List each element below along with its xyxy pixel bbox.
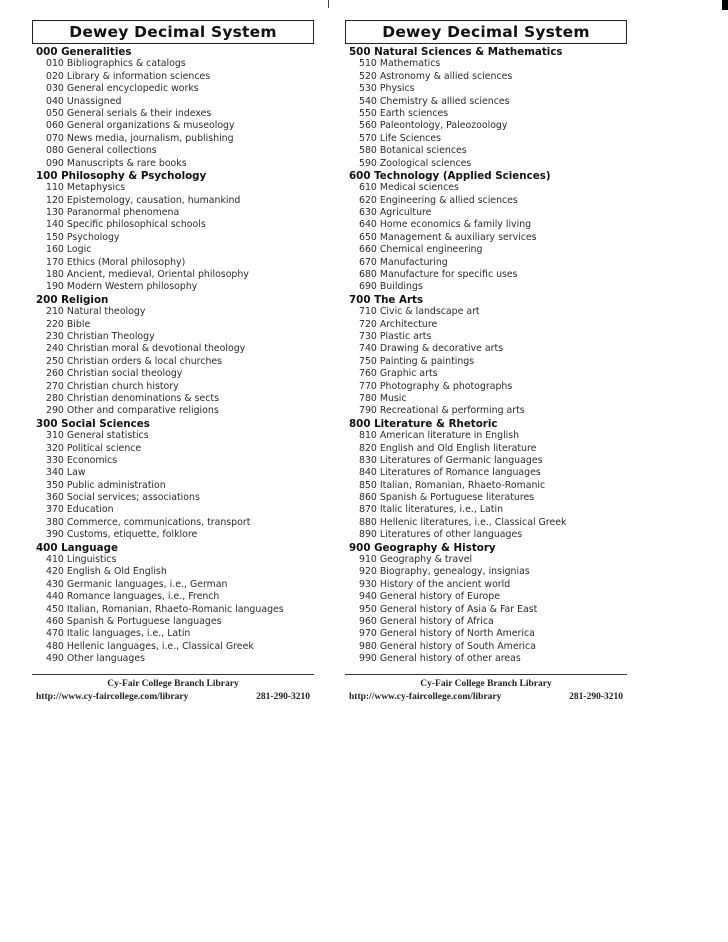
- class-entry: 590 Zoological sciences: [359, 157, 472, 169]
- class-entry: 280 Christian denominations & sects: [46, 392, 219, 404]
- class-entry: 190 Modern Western philosophy: [46, 281, 198, 293]
- class-entry: 210 Natural theology: [46, 306, 146, 318]
- class-entry: 610 Medical sciences: [359, 182, 459, 194]
- class-entry: 880 Hellenic literatures, i.e., Classical Greek: [359, 516, 567, 528]
- class-entry: 950 General history of Asia & Far East: [359, 603, 538, 615]
- class-entry: 310 General statistics: [46, 430, 149, 442]
- class-entry: 940 General history of Europe: [359, 591, 501, 603]
- class-entry: 850 Italian, Romanian, Rhaeto-Romanic: [359, 479, 546, 491]
- class-entry: 140 Specific philosophical schools: [46, 219, 206, 231]
- section-heading: 000 Generalities: [36, 46, 132, 58]
- class-entry: 980 General history of South America: [359, 640, 536, 652]
- class-entry: 430 Germanic languages, i.e., German: [46, 578, 228, 590]
- class-entry: 270 Christian church history: [46, 380, 179, 392]
- library-name: Cy-Fair College Branch Library: [107, 678, 239, 689]
- dewey-card-left: [32, 20, 314, 710]
- section-heading: 800 Literature & Rhetoric: [349, 417, 498, 430]
- section-heading: 100 Philosophy & Psychology: [36, 169, 207, 182]
- class-entry: 020 Library & information sciences: [46, 70, 211, 82]
- class-entry: 360 Social services; associations: [46, 492, 200, 504]
- class-entry: 160 Logic: [46, 244, 92, 256]
- section-heading: 500 Natural Sciences & Mathematics: [349, 46, 563, 58]
- class-entry: 480 Hellenic languages, i.e., Classical Greek: [46, 640, 254, 652]
- class-entry: 660 Chemical engineering: [359, 244, 483, 256]
- class-entry: 620 Engineering & allied sciences: [359, 194, 518, 206]
- class-entry: 380 Commerce, communications, transport: [46, 516, 251, 528]
- section-heading: 400 Language: [36, 541, 118, 554]
- class-entry: 730 Plastic arts: [359, 330, 432, 342]
- class-entry: 520 Astronomy & allied sciences: [359, 70, 513, 82]
- class-entry: 260 Christian social theology: [46, 368, 183, 380]
- class-entry: 080 General collections: [46, 145, 157, 157]
- section-heading: 300 Social Sciences: [36, 417, 150, 430]
- class-entry: 220 Bible: [46, 318, 91, 330]
- class-entry: 320 Political science: [46, 442, 142, 454]
- contact-line: [32, 690, 314, 704]
- class-entry: 860 Spanish & Portuguese literatures: [359, 492, 535, 504]
- library-name: Cy-Fair College Branch Library: [420, 678, 552, 689]
- class-entry: 790 Recreational & performing arts: [359, 405, 525, 417]
- class-entry: 720 Architecture: [359, 318, 438, 330]
- section-heading: 200 Religion: [36, 293, 109, 306]
- class-entry: 150 Psychology: [46, 231, 120, 243]
- class-entry: 170 Ethics (Moral philosophy): [46, 256, 186, 268]
- section-heading: 900 Geography & History: [349, 541, 496, 554]
- class-entry: 370 Education: [46, 504, 114, 516]
- library-url[interactable]: http://www.cy-faircollege.com/library: [349, 691, 502, 702]
- card-footer: [345, 674, 627, 704]
- class-entry: 350 Public administration: [46, 479, 166, 491]
- library-url[interactable]: http://www.cy-faircollege.com/library: [36, 691, 189, 702]
- class-entry: 640 Home economics & family living: [359, 219, 532, 231]
- class-entry: 960 General history of Africa: [359, 615, 494, 627]
- class-entry: 710 Civic & landscape art: [359, 306, 480, 318]
- class-entry: 290 Other and comparative religions: [46, 405, 219, 417]
- class-entry: 630 Agriculture: [359, 207, 432, 219]
- library-phone: 281-290-3210: [569, 691, 623, 702]
- class-entry: 040 Unassigned: [46, 95, 122, 107]
- scan-edge: [722, 0, 728, 10]
- class-entry: 890 Literatures of other languages: [359, 529, 523, 541]
- class-entry: 230 Christian Theology: [46, 330, 155, 342]
- class-entry: 030 General encyclopedic works: [46, 83, 199, 95]
- class-entry: 460 Spanish & Portuguese languages: [46, 615, 222, 627]
- class-entry: 690 Buildings: [359, 281, 423, 293]
- class-entry: 990 General history of other areas: [359, 653, 521, 665]
- class-entry: 770 Photography & photographs: [359, 380, 513, 392]
- class-entry: 070 News media, journalism, publishing: [46, 132, 234, 144]
- class-entry: 180 Ancient, medieval, Oriental philosophy: [46, 269, 249, 281]
- class-entry: 410 Linguistics: [46, 554, 117, 566]
- class-entry: 560 Paleontology, Paleozoology: [359, 120, 508, 132]
- class-entry: 930 History of the ancient world: [359, 578, 511, 590]
- card-title: Dewey Decimal System: [345, 20, 627, 44]
- class-entry: 830 Literatures of Germanic languages: [359, 454, 543, 466]
- class-entry: 510 Mathematics: [359, 58, 441, 70]
- class-entry: 780 Music: [359, 392, 407, 404]
- class-entry: 540 Chemistry & allied sciences: [359, 95, 510, 107]
- section-heading: 600 Technology (Applied Sciences): [349, 169, 551, 182]
- class-entry: 060 General organizations & museology: [46, 120, 235, 132]
- class-entry: 240 Christian moral & devotional theology: [46, 343, 246, 355]
- class-entry: 090 Manuscripts & rare books: [46, 157, 187, 169]
- contact-line: [345, 690, 627, 704]
- class-entry: 550 Earth sciences: [359, 107, 449, 119]
- class-entry: 340 Law: [46, 467, 86, 479]
- class-entry: 490 Other languages: [46, 653, 146, 665]
- class-entry: 390 Customs, etiquette, folklore: [46, 529, 198, 541]
- class-entry: 120 Epistemology, causation, humankind: [46, 194, 241, 206]
- scan-mark: [328, 0, 329, 8]
- class-entry: 450 Italian, Romanian, Rhaeto-Romanic languages: [46, 603, 284, 615]
- class-entry: 920 Biography, genealogy, insignias: [359, 566, 530, 578]
- class-entry: 110 Metaphysics: [46, 182, 126, 194]
- class-entry: 470 Italic languages, i.e., Latin: [46, 628, 191, 640]
- class-entry: 910 Geography & travel: [359, 554, 473, 566]
- class-entry: 530 Physics: [359, 83, 415, 95]
- class-entry: 580 Botanical sciences: [359, 145, 467, 157]
- class-entry: 570 Life Sciences: [359, 132, 441, 144]
- class-entry: 870 Italic literatures, i.e., Latin: [359, 504, 504, 516]
- class-entry: 420 English & Old English: [46, 566, 167, 578]
- section-list: [32, 46, 314, 666]
- dewey-card-right: [345, 20, 627, 710]
- class-entry: 970 General history of North America: [359, 628, 535, 640]
- class-entry: 010 Bibliographics & catalogs: [46, 58, 186, 70]
- class-entry: 050 General serials & their indexes: [46, 107, 212, 119]
- section-list: [345, 46, 627, 666]
- class-entry: 130 Paranormal phenomena: [46, 207, 180, 219]
- class-entry: 760 Graphic arts: [359, 368, 438, 380]
- class-entry: 840 Literatures of Romance languages: [359, 467, 541, 479]
- class-entry: 650 Management & auxiliary services: [359, 231, 537, 243]
- class-entry: 740 Drawing & decorative arts: [359, 343, 504, 355]
- class-entry: 330 Economics: [46, 454, 118, 466]
- class-entry: 820 English and Old English literature: [359, 442, 537, 454]
- library-phone: 281-290-3210: [256, 691, 310, 702]
- class-entry: 440 Romance languages, i.e., French: [46, 591, 220, 603]
- class-entry: 810 American literature in English: [359, 430, 520, 442]
- section-heading: 700 The Arts: [349, 293, 424, 306]
- class-entry: 670 Manufacturing: [359, 256, 448, 268]
- card-title: Dewey Decimal System: [32, 20, 314, 44]
- class-entry: 250 Christian orders & local churches: [46, 355, 223, 367]
- class-entry: 750 Painting & paintings: [359, 355, 475, 367]
- card-footer: [32, 674, 314, 704]
- class-entry: 680 Manufacture for specific uses: [359, 269, 518, 281]
